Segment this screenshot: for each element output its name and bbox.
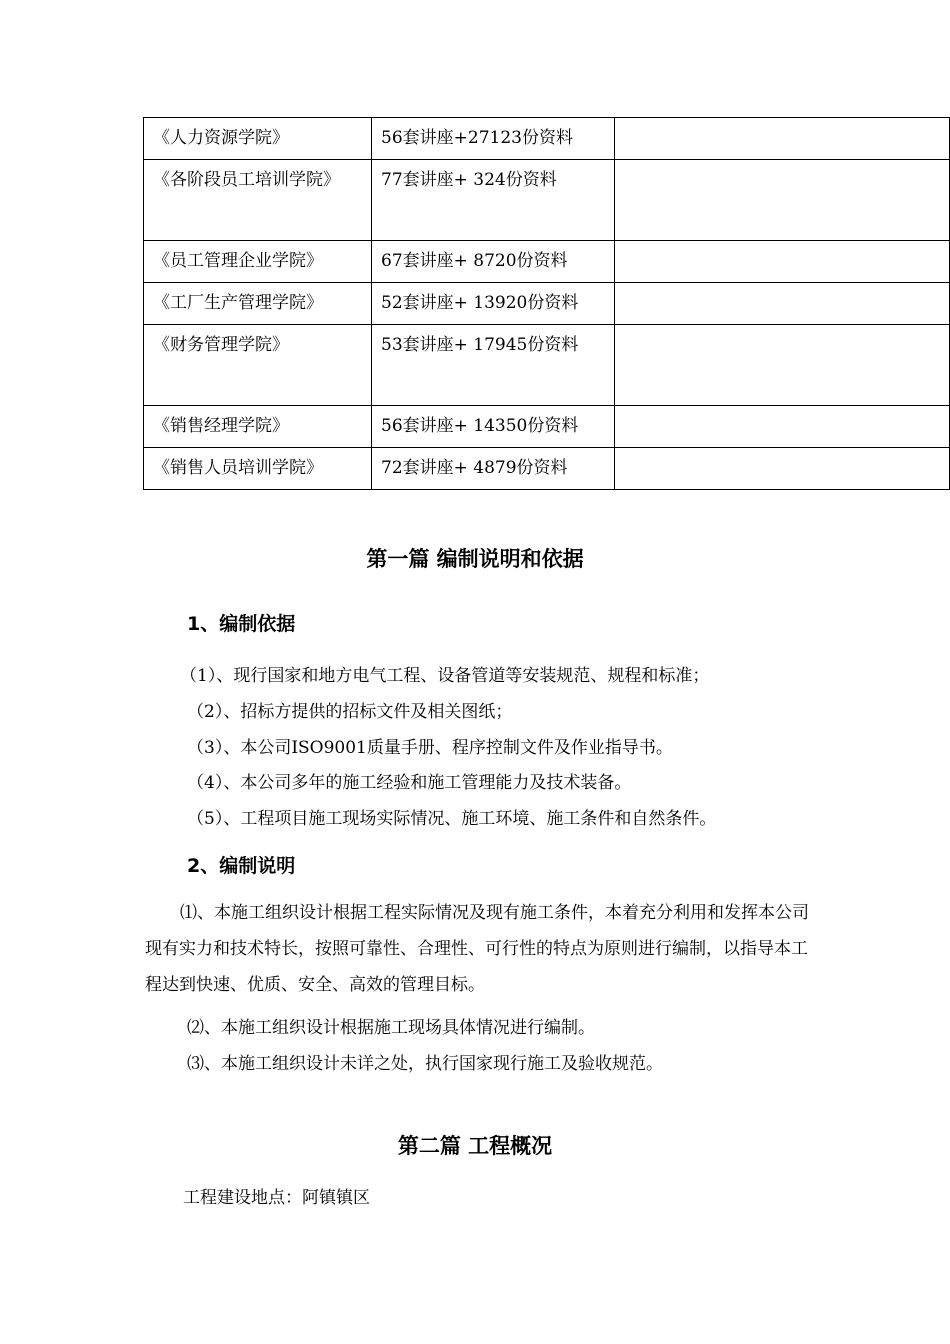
section2-heading: 2、编制说明 <box>187 855 296 877</box>
part1-title: 第一篇 编制说明和依据 <box>366 547 584 571</box>
table-cell-content: 56套讲座+ 14350份资料 <box>372 406 615 448</box>
table-cell-content: 72套讲座+ 4879份资料 <box>372 448 615 490</box>
explanation-item-2: ⑵、本施工组织设计根据施工现场具体情况进行编制。 <box>187 1018 595 1038</box>
basis-item-4: （4）、本公司多年的施工经验和施工管理能力及技术装备。 <box>187 773 632 793</box>
basis-item-3: （3）、本公司ISO9001质量手册、程序控制文件及作业指导书。 <box>187 738 673 758</box>
table-cell-content: 53套讲座+ 17945份资料 <box>372 325 615 406</box>
project-location: 工程建设地点：阿镇镇区 <box>183 1188 370 1208</box>
explanation-paragraph-1: ⑴、本施工组织设计根据工程实际情况及现有施工条件，本着充分利用和发挥本公司现有实力和技术特长，按照可靠性、合理性、可行性的特点为原则进行编制，以指导本工程达到快速、优质、安全、高效的管理目标。 <box>145 903 809 995</box>
table-cell-note <box>615 325 950 406</box>
table-cell-name: 《销售经理学院》 <box>144 406 372 448</box>
table-cell-name: 《员工管理企业学院》 <box>144 241 372 283</box>
part2-title: 第二篇 工程概况 <box>397 1134 553 1158</box>
table-row <box>144 406 950 448</box>
table-row <box>144 160 950 241</box>
table-cell-name: 《各阶段员工培训学院》 <box>144 160 372 241</box>
table-cell-note <box>615 241 950 283</box>
basis-item-1: （1）、现行国家和地方电气工程、设备管道等安装规范、规程和标准； <box>180 666 710 686</box>
table-cell-note <box>615 406 950 448</box>
explanation-item-3: ⑶、本施工组织设计未详之处，执行国家现行施工及验收规范。 <box>187 1054 663 1074</box>
table-cell-content: 52套讲座+ 13920份资料 <box>372 283 615 325</box>
table-cell-name: 《工厂生产管理学院》 <box>144 283 372 325</box>
table-cell-name: 《销售人员培训学院》 <box>144 448 372 490</box>
table-cell-note <box>615 448 950 490</box>
table-cell-name: 《财务管理学院》 <box>144 325 372 406</box>
section1-heading: 1、编制依据 <box>187 613 296 635</box>
table-cell-note <box>615 118 950 160</box>
table-row <box>144 283 950 325</box>
table-cell-content: 77套讲座+ 324份资料 <box>372 160 615 241</box>
basis-item-5: （5）、工程项目施工现场实际情况、施工环境、施工条件和自然条件。 <box>187 809 717 829</box>
table-cell-content: 67套讲座+ 8720份资料 <box>372 241 615 283</box>
catalog-table <box>143 117 950 490</box>
table-cell-note <box>615 283 950 325</box>
table-row <box>144 448 950 490</box>
table-cell-note <box>615 160 950 241</box>
table-cell-content: 56套讲座+27123份资料 <box>372 118 615 160</box>
table-row <box>144 241 950 283</box>
table-cell-name: 《人力资源学院》 <box>144 118 372 160</box>
table-row <box>144 325 950 406</box>
basis-item-2: （2）、招标方提供的招标文件及相关图纸； <box>187 702 513 722</box>
table-row <box>144 118 950 160</box>
